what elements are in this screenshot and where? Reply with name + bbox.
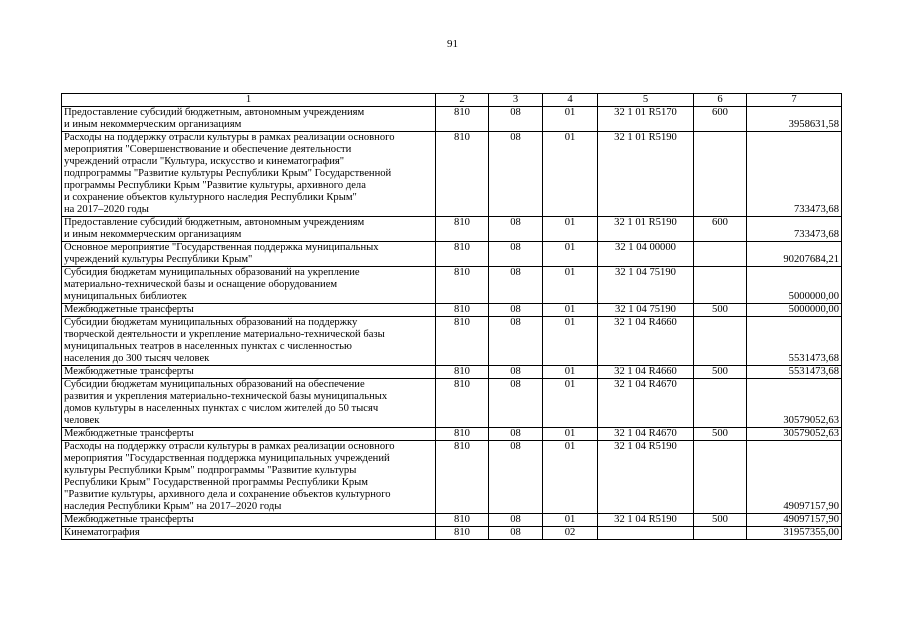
row-cell-c2: 810 [436, 304, 489, 317]
row-name-line: человек [64, 415, 100, 426]
row-name-line: Кинематография [64, 527, 140, 538]
row-amount-cell: 733473,68 [747, 132, 842, 217]
row-cell-c4: 01 [543, 132, 598, 217]
row-cell-c6: 500 [694, 428, 747, 441]
row-amount-cell: 5000000,00 [747, 267, 842, 304]
row-cell-c4: 01 [543, 366, 598, 379]
row-name-cell [62, 441, 436, 514]
row-cell-c5: 32 1 04 R5190 [598, 441, 694, 514]
row-amount-cell: 5531473,68 [747, 317, 842, 366]
header-cell-2: 2 [436, 94, 489, 107]
header-cell-1: 1 [62, 94, 436, 107]
row-amount-cell: 30579052,63 [747, 428, 842, 441]
row-cell-c4: 01 [543, 514, 598, 527]
row-name-line: Расходы на поддержку отрасли культуры в рамках реализации основного [64, 132, 395, 143]
table-row [62, 366, 842, 379]
row-cell-c5: 32 1 04 75190 [598, 267, 694, 304]
row-name-line: Республики Крым" Государственной программы Республики Крым [64, 477, 368, 488]
table-row [62, 317, 842, 366]
table-row [62, 267, 842, 304]
row-cell-c5 [598, 527, 694, 540]
table-row [62, 217, 842, 242]
table-row [62, 441, 842, 514]
row-amount-cell: 30579052,63 [747, 379, 842, 428]
row-name-line: подпрограммы "Развитие культуры Республики Крым" Государственной [64, 168, 392, 179]
row-cell-c4: 01 [543, 107, 598, 132]
row-name-line: Межбюджетные трансферты [64, 366, 194, 377]
row-cell-c3: 08 [489, 304, 543, 317]
row-cell-c2: 810 [436, 514, 489, 527]
header-cell-5: 5 [598, 94, 694, 107]
row-name-line: Расходы на поддержку отрасли культуры в рамках реализации основного [64, 441, 395, 452]
header-cell-3: 3 [489, 94, 543, 107]
row-name-line: учреждений отрасли "Культура, искусство и кинематография" [64, 156, 345, 167]
row-amount-cell: 3958631,58 [747, 107, 842, 132]
row-cell-c4: 01 [543, 267, 598, 304]
row-cell-c6: 600 [694, 217, 747, 242]
row-name-line: Межбюджетные трансферты [64, 514, 194, 525]
row-cell-c4: 01 [543, 317, 598, 366]
row-cell-c6 [694, 267, 747, 304]
row-cell-c6 [694, 317, 747, 366]
row-cell-c5: 32 1 04 R4670 [598, 379, 694, 428]
row-cell-c2: 810 [436, 441, 489, 514]
row-amount-cell: 733473,68 [747, 217, 842, 242]
row-cell-c3: 08 [489, 366, 543, 379]
row-cell-c3: 08 [489, 379, 543, 428]
row-name-line: мероприятия "Государственная поддержка муниципальных учреждений [64, 453, 390, 464]
row-cell-c6: 600 [694, 107, 747, 132]
row-cell-c4: 01 [543, 428, 598, 441]
row-cell-c3: 08 [489, 217, 543, 242]
row-name-line: Субсидии бюджетам муниципальных образований на обеспечение [64, 379, 365, 390]
row-cell-c2: 810 [436, 242, 489, 267]
table-row [62, 132, 842, 217]
row-name-cell [62, 514, 436, 527]
row-name-cell [62, 267, 436, 304]
row-name-cell [62, 242, 436, 267]
row-name-line: программы Республики Крым "Развитие культуры, архивного дела [64, 180, 366, 191]
row-cell-c3: 08 [489, 132, 543, 217]
header-cell-7: 7 [747, 94, 842, 107]
row-name-line: населения до 300 тысяч человек [64, 353, 210, 364]
row-cell-c6 [694, 242, 747, 267]
row-name-line: муниципальных театров в населенных пунктах с численностью [64, 341, 352, 352]
row-cell-c5: 32 1 04 R4670 [598, 428, 694, 441]
row-amount-cell: 49097157,90 [747, 441, 842, 514]
table-row [62, 304, 842, 317]
row-cell-c4: 01 [543, 304, 598, 317]
row-name-cell [62, 428, 436, 441]
row-cell-c4: 01 [543, 441, 598, 514]
row-cell-c3: 08 [489, 267, 543, 304]
row-cell-c5: 32 1 04 R4660 [598, 366, 694, 379]
row-name-cell [62, 379, 436, 428]
table-row [62, 242, 842, 267]
row-amount-cell: 5000000,00 [747, 304, 842, 317]
row-cell-c4: 01 [543, 242, 598, 267]
row-name-line: и иным некоммерческим организациям [64, 229, 242, 240]
table-row [62, 527, 842, 540]
row-name-cell [62, 317, 436, 366]
header-cell-6: 6 [694, 94, 747, 107]
table-row [62, 428, 842, 441]
row-cell-c5: 32 1 04 75190 [598, 304, 694, 317]
row-name-cell [62, 527, 436, 540]
row-cell-c6 [694, 132, 747, 217]
row-name-line: Основное мероприятие "Государственная поддержка муниципальных [64, 242, 379, 253]
row-cell-c2: 810 [436, 527, 489, 540]
row-cell-c3: 08 [489, 107, 543, 132]
row-name-line: мероприятия "Совершенствование и обеспечение деятельности [64, 144, 352, 155]
row-cell-c3: 08 [489, 441, 543, 514]
row-cell-c3: 08 [489, 514, 543, 527]
row-cell-c5: 32 1 04 R4660 [598, 317, 694, 366]
row-cell-c5: 32 1 04 00000 [598, 242, 694, 267]
row-cell-c6: 500 [694, 304, 747, 317]
row-cell-c2: 810 [436, 379, 489, 428]
header-cell-4: 4 [543, 94, 598, 107]
page-number: 91 [447, 38, 458, 50]
table-row [62, 379, 842, 428]
row-name-line: "Развитие культуры, архивного дела и сохранение объектов культурного [64, 489, 391, 500]
row-cell-c2: 810 [436, 107, 489, 132]
row-cell-c6: 500 [694, 366, 747, 379]
row-cell-c6 [694, 527, 747, 540]
row-cell-c6 [694, 379, 747, 428]
row-cell-c3: 08 [489, 317, 543, 366]
row-name-cell [62, 366, 436, 379]
row-name-line: учреждений культуры Республики Крым" [64, 254, 253, 265]
row-name-cell [62, 217, 436, 242]
row-name-line: Предоставление субсидий бюджетным, автономным учреждениям [64, 107, 365, 118]
row-amount-cell: 90207684,21 [747, 242, 842, 267]
row-name-line: Предоставление субсидий бюджетным, автономным учреждениям [64, 217, 365, 228]
row-cell-c2: 810 [436, 267, 489, 304]
row-cell-c2: 810 [436, 217, 489, 242]
row-name-line: творческой деятельности и укрепление материально-технической базы [64, 329, 385, 340]
row-cell-c4: 01 [543, 379, 598, 428]
row-name-line: домов культуры в населенных пунктах с числом жителей до 50 тысяч [64, 403, 379, 414]
row-amount-cell: 31957355,00 [747, 527, 842, 540]
row-cell-c2: 810 [436, 317, 489, 366]
row-cell-c6 [694, 441, 747, 514]
row-cell-c6: 500 [694, 514, 747, 527]
row-name-line: на 2017–2020 годы [64, 204, 149, 215]
row-cell-c4: 02 [543, 527, 598, 540]
row-name-line: материально-технической базы и оснащение оборудованием [64, 279, 338, 290]
row-cell-c3: 08 [489, 242, 543, 267]
row-cell-c5: 32 1 04 R5190 [598, 514, 694, 527]
row-cell-c4: 01 [543, 217, 598, 242]
row-cell-c2: 810 [436, 132, 489, 217]
table-body [62, 94, 842, 540]
row-amount-cell: 5531473,68 [747, 366, 842, 379]
row-name-line: развития и укрепления материально-технической базы муниципальных [64, 391, 388, 402]
row-name-line: культуры Республики Крым" подпрограммы "Развитие культуры [64, 465, 357, 476]
row-cell-c2: 810 [436, 366, 489, 379]
row-name-line: Субсидии бюджетам муниципальных образований на поддержку [64, 317, 358, 328]
budget-table [61, 93, 842, 540]
row-name-line: и иным некоммерческим организациям [64, 119, 242, 130]
row-name-cell [62, 107, 436, 132]
row-name-line: и сохранение объектов культурного наследия Республики Крым" [64, 192, 357, 203]
header-row [62, 94, 842, 107]
row-cell-c2: 810 [436, 428, 489, 441]
row-cell-c3: 08 [489, 428, 543, 441]
row-cell-c3: 08 [489, 527, 543, 540]
row-cell-c5: 32 1 01 R5190 [598, 217, 694, 242]
row-name-line: Межбюджетные трансферты [64, 428, 194, 439]
table-row [62, 514, 842, 527]
row-name-line: Субсидия бюджетам муниципальных образований на укрепление [64, 267, 360, 278]
row-name-cell [62, 132, 436, 217]
row-name-line: Межбюджетные трансферты [64, 304, 194, 315]
row-amount-cell: 49097157,90 [747, 514, 842, 527]
row-cell-c5: 32 1 01 R5170 [598, 107, 694, 132]
row-name-cell [62, 304, 436, 317]
row-name-line: муниципальных библиотек [64, 291, 187, 302]
row-name-line: наследия Республики Крым" на 2017–2020 годы [64, 501, 282, 512]
row-cell-c5: 32 1 01 R5190 [598, 132, 694, 217]
table-row [62, 107, 842, 132]
